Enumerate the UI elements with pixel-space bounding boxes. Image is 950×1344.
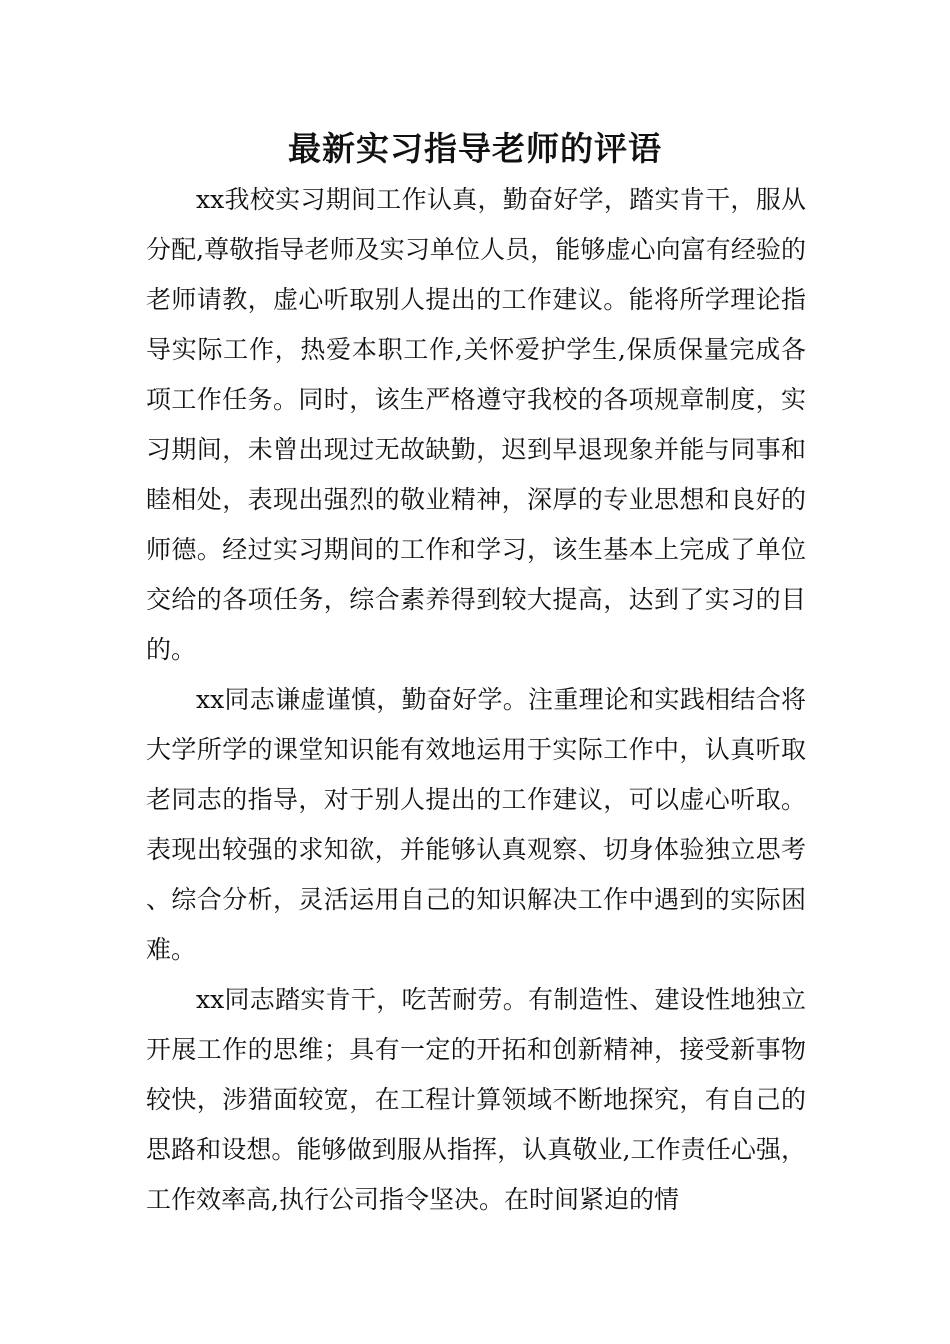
- paragraph-3: xx同志踏实肯干，吃苦耐劳。有制造性、建设性地独立开展工作的思维；具有一定的开拓和创新精神，接受新事物较快，涉猎面较宽，在工程计算领域不断地探究，有自己的思路和设想。能够做到服从指挥，认真敬业,工作责任心强，工作效率高,执行公司指令坚决。在时间紧迫的情: [146, 985, 806, 1214]
- page-title: 最新实习指导老师的评语: [288, 129, 662, 168]
- document-body: [146, 175, 806, 1225]
- paragraph-1: xx我校实习期间工作认真，勤奋好学，踏实肯干，服从分配,尊敬指导老师及实习单位人员，能够虚心向富有经验的老师请教，虚心听取别人提出的工作建议。能将所学理论指导实际工作，热爱本职工作,关怀爱护学生,保质保量完成各项工作任务。同时，该生严格遵守我校的各项规章制度，实习期间，未曾出现过无故缺勤，迟到早退现象并能与同事和睦相处，表现出强烈的敬业精神，深厚的专业思想和良好的师德。经过实习期间的工作和学习，该生基本上完成了单位交给的各项任务，综合素养得到较大提高，达到了实习的目的。: [146, 185, 806, 664]
- paragraph-2: xx同志谦虚谨慎，勤奋好学。注重理论和实践相结合将大学所学的课堂知识能有效地运用于实际工作中，认真听取老同志的指导，对于别人提出的工作建议，可以虚心听取。表现出较强的求知欲，并能够认真观察、切身体验独立思考、综合分析，灵活运用自己的知识解决工作中遇到的实际困难。: [146, 685, 806, 964]
